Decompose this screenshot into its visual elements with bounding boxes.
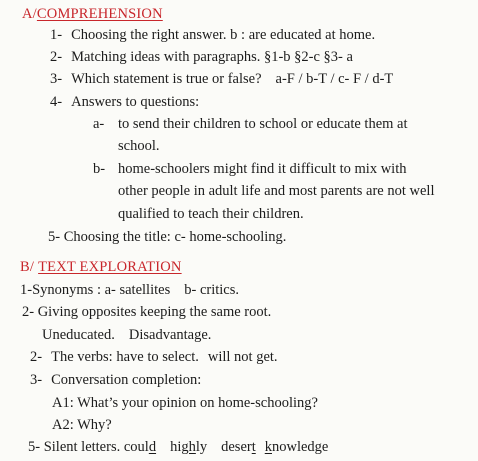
answer-b-line: other people in adult life and most parents are not well xyxy=(118,183,435,199)
word-part: ly xyxy=(195,439,208,455)
item-number: 3- xyxy=(50,71,63,87)
synonyms-label: 1-Synonyms : xyxy=(20,282,101,298)
verbs-text: The verbs: have to select. xyxy=(51,349,199,365)
item-a2 xyxy=(50,48,353,66)
item-b-opposites: 2- Giving opposites keeping the same root. xyxy=(22,304,272,320)
section-a-prefix: A/ xyxy=(22,6,37,22)
item-a4 xyxy=(50,93,199,111)
section-a-title: COMPREHENSION xyxy=(36,6,163,22)
conversation-a2: A2: Why? xyxy=(52,417,112,433)
answer-a-line: school. xyxy=(118,138,160,154)
opposites-words xyxy=(42,326,211,344)
item-number: 1- xyxy=(50,27,63,43)
section-b-title: TEXT EXPLORATION xyxy=(38,259,182,275)
item-text: Choosing the right answer. b : are educated at home. xyxy=(71,27,376,43)
item-b-synonyms xyxy=(20,281,239,299)
synonym-a: a- satellites xyxy=(104,282,171,298)
item-text: Answers to questions: xyxy=(71,94,200,110)
word-part: coul xyxy=(123,439,149,455)
item-number: 2- xyxy=(50,49,63,65)
section-a-heading xyxy=(22,5,163,23)
synonym-b: b- critics. xyxy=(184,282,239,298)
item-b-verbs xyxy=(30,348,278,366)
silent-label: 5- Silent letters. xyxy=(28,439,121,455)
conversation-a1: A1: What’s your opinion on home-schooling? xyxy=(52,395,318,411)
answer-a-letter: a- xyxy=(93,116,105,132)
silent-letter: d xyxy=(148,439,157,455)
item-number: 4- xyxy=(50,94,63,110)
conversation-text: Conversation completion: xyxy=(51,372,202,388)
section-b-heading xyxy=(20,258,182,276)
word-part: nowledge xyxy=(272,439,329,455)
item-text: Matching ideas with paragraphs. §1-b §2-c §3- a xyxy=(71,49,353,65)
item-a3 xyxy=(50,70,393,88)
verbs-text: will not get. xyxy=(207,349,278,365)
answer-a-line: to send their children to school or educate them at xyxy=(118,116,408,132)
silent-letter: k xyxy=(264,439,272,455)
true-false-answers: a-F / b-T / c- F / d-T xyxy=(275,71,394,87)
item-b-silent-letters xyxy=(28,438,328,456)
item-b-conversation xyxy=(30,371,201,389)
word-part: hi xyxy=(170,439,182,455)
item-a5: 5- Choosing the title: c- home-schooling. xyxy=(48,229,287,245)
word-part: deser xyxy=(221,439,252,455)
item-text: Which statement is true or false? xyxy=(71,71,262,87)
section-b-prefix: B/ xyxy=(20,259,35,275)
item-a1 xyxy=(50,26,375,44)
item-number: 2- xyxy=(30,349,43,365)
silent-word-desert xyxy=(221,439,256,455)
opposite-word: Disadvantage. xyxy=(128,327,212,343)
answer-b-line: qualified to teach their children. xyxy=(118,206,304,222)
answer-b-line: home-schoolers might find it difficult to mix with xyxy=(118,161,407,177)
silent-word-highly xyxy=(170,439,207,455)
opposite-word: Uneducated. xyxy=(42,327,115,343)
silent-word-could xyxy=(124,439,156,455)
silent-letter: t xyxy=(251,439,256,455)
answer-b-letter: b- xyxy=(93,161,106,177)
silent-word-knowledge xyxy=(265,439,329,455)
silent-letter: gh xyxy=(181,439,196,455)
item-number: 3- xyxy=(30,372,43,388)
